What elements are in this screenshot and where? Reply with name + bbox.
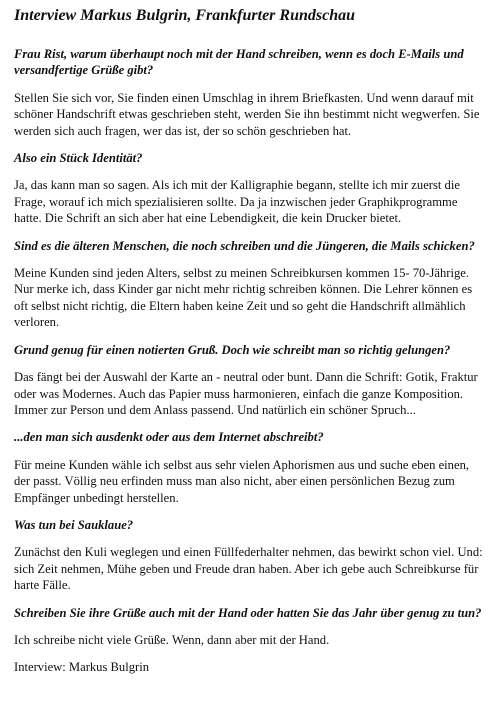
answer-2: Ja, das kann man so sagen. Als ich mit der Kalligraphie begann, stellte ich mir zuerst die Frage, worauf ich mich spezialisieren sollte. Da ja inzwischen jeder Graphikprogramme hatte. Die Schrift an sich aber hat eine Lebendigkeit, die kein Drucker bietet. [14, 178, 460, 226]
question-6: Was tun bei Sauklaue? [14, 517, 134, 532]
answer-3: Meine Kunden sind jeden Alters, selbst zu meinen Schreibkursen kommen 15- 70-Jährige. Nur merke ich, dass Kinder gar nicht mehr richtig schreiben können. Die Lehrer können es oft selbst nicht richtig, die Eltern haben keine Zeit und so geht die Handschrift allmählich verloren. [14, 266, 473, 330]
question-2: Also ein Stück Identität? [14, 151, 143, 166]
answer-5: Für meine Kunden wähle ich selbst aus sehr vielen Aphorismen aus und suche eben einen, der passt. Völlig neu erfinden muss man also nicht, aber einen persönlichen Bezug zum Empfänger unbedingt herstellen. [14, 457, 470, 505]
answer-4: Das fängt bei der Auswahl der Karte an - neutral oder bunt. Dann die Schrift: Gotik, Fraktur oder was Modernes. Auch das Papier muss harmonieren, einfach die ganze Komposition. Immer zur Person und dem Anlass passend. Und natürlich ein schöner Spruch... [14, 370, 478, 417]
answer-7: Ich schreibe nicht viele Grüße. Wenn, dann aber mit der Hand. [14, 632, 330, 647]
question-7: Schreiben Sie ihre Grüße auch mit der Hand oder hatten Sie das Jahr über genug zu tun? [14, 605, 482, 620]
answer-1: Stellen Sie sich vor, Sie finden einen Umschlag in ihrem Briefkasten. Und wenn darauf mit schöner Handschrift etwas geschrieben steht, werden Sie ihn bestimmt nicht wegwerfen. Sie werden sich auch fragen, wer das ist, der so schön geschrieben hat. [14, 90, 480, 138]
interview-credit: Interview: Markus Bulgrin [14, 660, 150, 675]
question-5: ...den man sich ausdenkt oder aus dem Internet abschreibt? [14, 430, 324, 445]
question-1: Frau Rist, warum überhaupt noch mit der Hand schreiben, wenn es doch E-Mails und versandfertige Grüße gibt? [14, 47, 464, 78]
question-4: Grund genug für einen notierten Gruß. Doch wie schreibt man so richtig gelungen? [14, 342, 451, 357]
document-title: Interview Markus Bulgrin, Frankfurter Rundschau [14, 7, 355, 24]
answer-6: Zunächst den Kuli weglegen und einen Füllfederhalter nehmen, das bewirkt schon viel. Und: sich Zeit nehmen, Mühe geben und Freude dran haben. Aber ich gebe auch Schreibkurse für harte Fälle. [14, 545, 483, 593]
question-3: Sind es die älteren Menschen, die noch schreiben und die Jüngeren, die Mails schicken? [14, 238, 475, 253]
